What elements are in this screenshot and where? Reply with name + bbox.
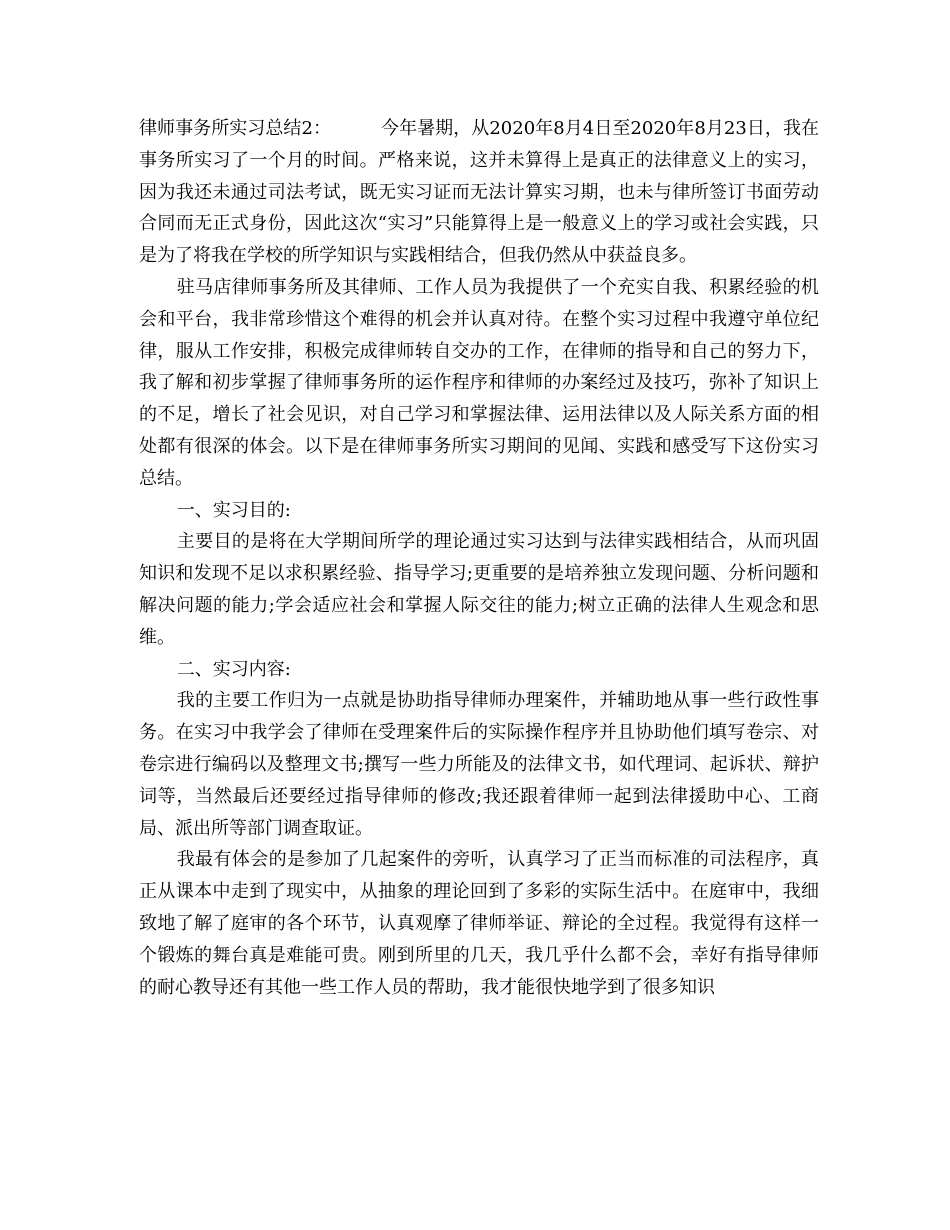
paragraph-experience: 我最有体会的是参加了几起案件的旁听，认真学习了正当而标准的司法程序，真正从课本中走到了现实中，从抽象的理论回到了多彩的实际生活中。在庭审中，我细致地了解了庭审的各个环节，认真观摩了律师举证、辩论的全过程。我觉得有这样一个锻炼的舞台真是难能可贵。刚到所里的几天，我几乎什么都不会，幸好有指导律师的耐心教导还有其他一些工作人员的帮助，我才能很快地学到了很多知识 — [139, 849, 819, 998]
document-body — [139, 113, 819, 1003]
paragraph-2: 驻马店律师事务所及其律师、工作人员为我提供了一个充实自我、积累经验的机会和平台，我非常珍惜这个难得的机会并认真对待。在整个实习过程中我遵守单位纪律，服从工作安排，积极完成律师转自交办的工作，在律师的指导和自己的努力下，我了解和初步掌握了律师事务所的运作程序和律师的办案经过及技巧，弥补了知识上的不足，增长了社会见识，对自己学习和掌握法律、运用法律以及人际关系方面的相处都有很深的体会。以下是在律师事务所实习期间的见闻、实践和感受写下这份实习总结。 — [139, 276, 819, 489]
paragraph-1-text: 今年暑期，从2020年8月4日至2020年8月23日，我在事务所实习了一个月的时间。严格来说，这并未算得上是真正的法律意义上的实习，因为我还未通过司法考试，既无实习证而无法计算实习期，也未与律所签订书面劳动合同而无正式身份，因此这次“实习”只能算得上是一般意义上的学习或社会实践，只是为了将我在学校的所学知识与实践相结合，但我仍然从中获益良多。 — [139, 118, 819, 267]
paragraph-content: 我的主要工作归为一点就是协助指导律师办理案件，并辅助地从事一些行政性事务。在实习中我学会了律师在受理案件后的实际操作程序并且协助他们填写卷宗、对卷宗进行编码以及整理文书;撰写一些力所能及的法律文书，如代理词、起诉状、辩护词等，当然最后还要经过指导律师的修改;我还跟着律师一起到法律援助中心、工商局、派出所等部门调查取证。 — [139, 690, 819, 839]
section-heading-purpose: 一、实习目的: — [176, 499, 291, 521]
document-title: 律师事务所实习总结2： — [139, 118, 332, 139]
section-heading-content: 二、实习内容: — [176, 658, 291, 680]
paragraph-1 — [139, 113, 819, 272]
paragraph-purpose: 主要目的是将在大学期间所学的理论通过实习达到与法律实践相结合，从而巩固知识和发现不足以求积累经验、指导学习;更重要的是培养独立发现问题、分析问题和解决问题的能力;学会适应社会和掌握人际交往的能力;树立正确的法律人生观念和思维。 — [139, 531, 819, 648]
